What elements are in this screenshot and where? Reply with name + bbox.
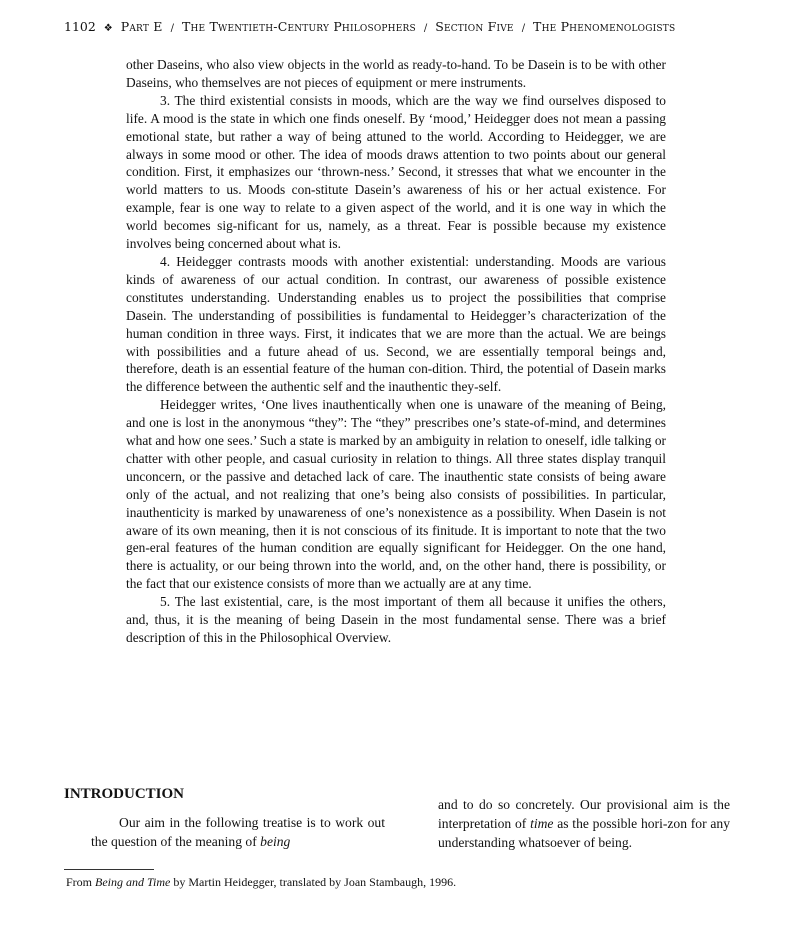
introduction-left-column [91,813,385,851]
header-slash: / [423,23,428,34]
header-slash: / [170,23,174,34]
body-text [126,56,666,647]
introduction-heading: INTRODUCTION [64,786,185,802]
footnote-rule [64,869,154,870]
page-number: 1102 [64,19,96,34]
footnote-title: Being and Time [95,875,171,889]
header-section: Section Five [435,19,514,34]
footnote-prefix: From [66,875,96,889]
ornament-icon: ❖ [103,23,113,34]
header-part: Part E [120,19,163,34]
running-header [64,18,764,38]
intro-text: Our aim in the following treatise is to work out the question of the meaning of [91,815,385,849]
paragraph: 5. The last existential, care, is the most important of them all because it unifies the others, and, thus, it is the meaning of being Dasein in the most fundamental sense. There was a brief description of this in the Philosophical Overview. [126,594,666,645]
paragraph: 3. The third existential consists in moods, which are the way we find ourselves disposed to life. A mood is the state in which one finds oneself. By ‘mood,’ Heidegger does not mean a passing emotional state, but rather a way of being attuned to the world. According to Heidegger, we are always in some mood or other. The idea of moods draws attention to two points about our general condition. First, it emphasizes our ‘thrown-ness.’ Second, it stresses that what we encounter in the world matters to us. Moods con-stitute Dasein’s awareness of his or her actual existence. For example, fear is one way to relate to a given aspect of the world, and it is one way in which the world becomes sig-nificant for us, namely, as a threat. Fear is possible because my existence involves being concerned about what is. [126,92,666,252]
intro-emphasis: being [260,834,291,849]
header-slash: / [521,23,526,34]
intro-text: as the possible hori-zon for any understanding whatsoever of being. [438,816,730,850]
introduction-right-column [438,795,730,852]
paragraph: 4. Heidegger contrasts moods with another existential: understanding. Moods are various kinds of awareness of our actual condition. In contrast, our awareness of possible existence constitutes understanding. Understanding enables us to project the possibilities that comprise Dasein. The understanding of possibilities is fundamental to Heidegger’s characterization of the human condition in three ways. First, it indicates that we are more than the actual. We are beings with possibilities and a future ahead of us. Second, we are essentially temporal beings and, therefore, death is an essential feature of the human con-dition. Third, the potential of Dasein marks the difference between the authentic self and the inauthentic they-self. [126,253,666,395]
paragraph: other Daseins, who also view objects in the world as ready-to-hand. To be Dasein is to be with other Daseins, who themselves are not pieces of equipment or mere instruments. [126,57,666,90]
footnote-suffix: by Martin Heidegger, translated by Joan Stambaugh, 1996. [170,875,457,889]
intro-emphasis: time [530,816,554,831]
header-chapter: The Twentieth-Century Philosophers [181,19,416,34]
paragraph: Heidegger writes, ‘One lives inauthentically when one is unaware of the meaning of Being, and one is lost in the anonymous “they”: The “they” prescribes one’s state-of-mind, and determines what and how one sees.’ Such a state is marked by an ambiguity in relation to oneself, idle talking or chatter with other people, and casual curiosity in relation to things. All three states display tranquil unconcern, or the passive and detached lack of care. The inauthentic state consists of being aware only of the actual, and not realizing that one’s being also consists of possibilities. In particular, inauthenticity is marked by unawareness of one’s nonexistence as a possibility. When Dasein is not aware of its own meaning, then it is not conscious of its finitude. It is important to note that the two gen-eral features of the human condition are equally significant for Heidegger. On the one hand, there is actuality, or our being thrown into the world, and, on the other hand, there is possibility, or the fact that our existence consists of more than we actually are at any time. [126,397,666,592]
intro-text: and to do so concretely. Our provisional aim is the interpretation of [438,797,730,831]
header-section-title: The Phenomenologists [533,19,676,34]
footnote [66,874,456,890]
